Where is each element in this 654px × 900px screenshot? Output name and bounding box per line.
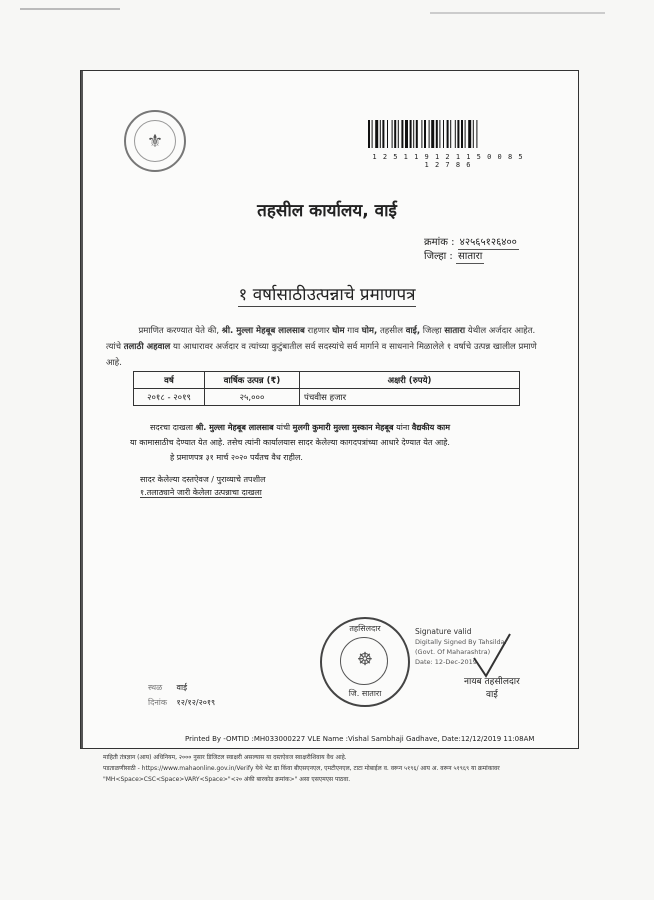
place-value: वाई [176,683,187,692]
applicant-name: श्री. मुल्ला मेहबूब लालसाब [195,423,274,432]
reference-block [424,236,519,264]
seal-bottom-text: जि. सातारा [348,689,382,698]
body-text: या आधारावर अर्जदार व त्यांच्या कुटुंबातील सर्व सदस्यांचे सर्व मार्गाने व साधनाने मिळालेले १ वर्षाचे उत्पन्न खालील प्रमाणे आहे. [106,342,537,368]
date-label: दिनांक [148,698,167,707]
col-header-income: वार्षिक उत्पन्न (₹) [205,372,300,389]
footer [103,752,573,785]
place-date [148,680,215,710]
talathi-report: तलाठी अहवाल [123,342,171,352]
officer-title: नायब तहसीलदार [464,677,520,687]
body-text: तहसील [379,326,404,336]
beneficiary-name: मुलगी कुमारी मुल्ला मुस्कान मेहबूब [292,423,394,432]
barcode [368,120,528,169]
barcode-number: 1 2 5 1 1 9 1 2 1 1 5 0 0 8 5 1 2 7 8 6 [372,153,524,169]
ref-label: क्रमांक : [424,237,455,248]
note-text: यांना [396,423,410,432]
certificate-title-text: १ वर्षासाठीउत्पन्नाचे प्रमाणपत्र [238,285,416,305]
certificate-title [0,282,654,305]
barcode-icon [368,120,528,148]
signature-line: Digitally Signed By Tahsildar [415,638,508,646]
cell-year: २०१८ - २०१९ [134,389,205,406]
body-text: जिल्हा [422,326,442,336]
body-text: येथील अर्जदार आहेत. त्यांचे [106,326,536,352]
seal-top-text: तहसिलदार [349,624,381,633]
note-text: सदरचा दाखला [150,423,193,432]
income-table [133,371,520,406]
scan-edge-line [20,8,120,10]
signature-status: Signature valid [415,627,472,636]
office-title: तहसील कार्यालय, वाई [257,201,397,221]
footer-line: पडताळणीसाठी - https://www.mahaonline.gov.in/Verify येथे भेट द्या किंवा बीएसएनएल, एमटीएनएल, टाटा मोबाईल व. वरून ५१९६/ आय अ. वरून ५१९६९ या क्रमांकावर [103,765,500,772]
village: घोम, [361,326,378,336]
officer-place: वाई [486,690,498,700]
purpose-note-continued: या कामासाठीच देण्यात येत आहे. तसेच त्यांनी कार्यालयास सादर केलेल्या कागदपत्रांच्या आधारे देण्यात येत आहे. [130,438,450,447]
documents-section [140,473,266,499]
col-header-year: वर्ष [134,372,205,389]
date-value: १२/१२/२०१९ [176,698,216,707]
cell-income: २५,००० [205,389,300,406]
printed-by: Printed By -OMTID :MH033000227 VLE Name :Vishal Sambhaji Gadhave, Date:12/12/2019 11:08AM [185,735,535,743]
government-emblem-icon [124,110,186,172]
lion-capital-icon: ☸ [356,649,374,670]
validity-text: हे प्रमाणपत्र ३१ मार्च २०२० पर्यंतच वैध राहील. [170,453,303,462]
purpose: वैद्यकीय काम [411,423,451,432]
district-value: सातारा [457,251,483,262]
checkmark-icon [472,632,512,682]
col-header-words: अक्षरी (रुपये) [300,372,520,389]
cell-words: पंचवीस हजार [300,389,520,406]
signature-line: Date: 12-Dec-2019 [415,658,477,666]
ref-number: ४२५६५१२६४०० [459,237,517,248]
applicant-name: श्री. मुल्ला मेहबूब लालसाब [221,326,305,336]
signature-line: (Govt. Of Maharashtra) [415,648,491,656]
body-text: प्रमाणित करण्यात येते की, [138,326,220,336]
officer-signature [464,676,520,702]
certificate-body [106,323,546,371]
scan-edge-line [430,12,605,14]
place-label: स्थळ [148,683,163,692]
footer-line: "MH<Space>CSC<Space>VARY<Space>"<२० अंकी बारकोड क्रमांक>" असा एसएमएस पाठवा. [103,776,351,783]
village: घोम [332,326,345,336]
body-text: गाव [347,326,359,336]
documents-item: १.तलाठ्याने जारी केलेला उत्पन्नाचा दाखला [140,488,262,497]
table-row [134,389,520,406]
footer-line: माहिती तंत्रज्ञान (आय) अधिनियम, २००० नुसार डिजिटल स्वाक्षरी असल्यास या दस्तऐवज स्वाक्षरीशिवाय वैध आहे. [103,754,347,761]
district-label: जिल्हा : [424,251,453,262]
official-seal [320,617,410,707]
body-text: राहणार [307,326,330,336]
emblem-inner-icon: ⚜ [134,120,176,162]
district: सातारा [444,326,466,336]
note-text: यांची [276,423,291,432]
tahsil: वाई, [405,326,421,336]
documents-heading: सादर केलेल्या दस्तऐवज / पुराव्याचे तपशील [140,475,266,484]
purpose-note [150,420,550,435]
